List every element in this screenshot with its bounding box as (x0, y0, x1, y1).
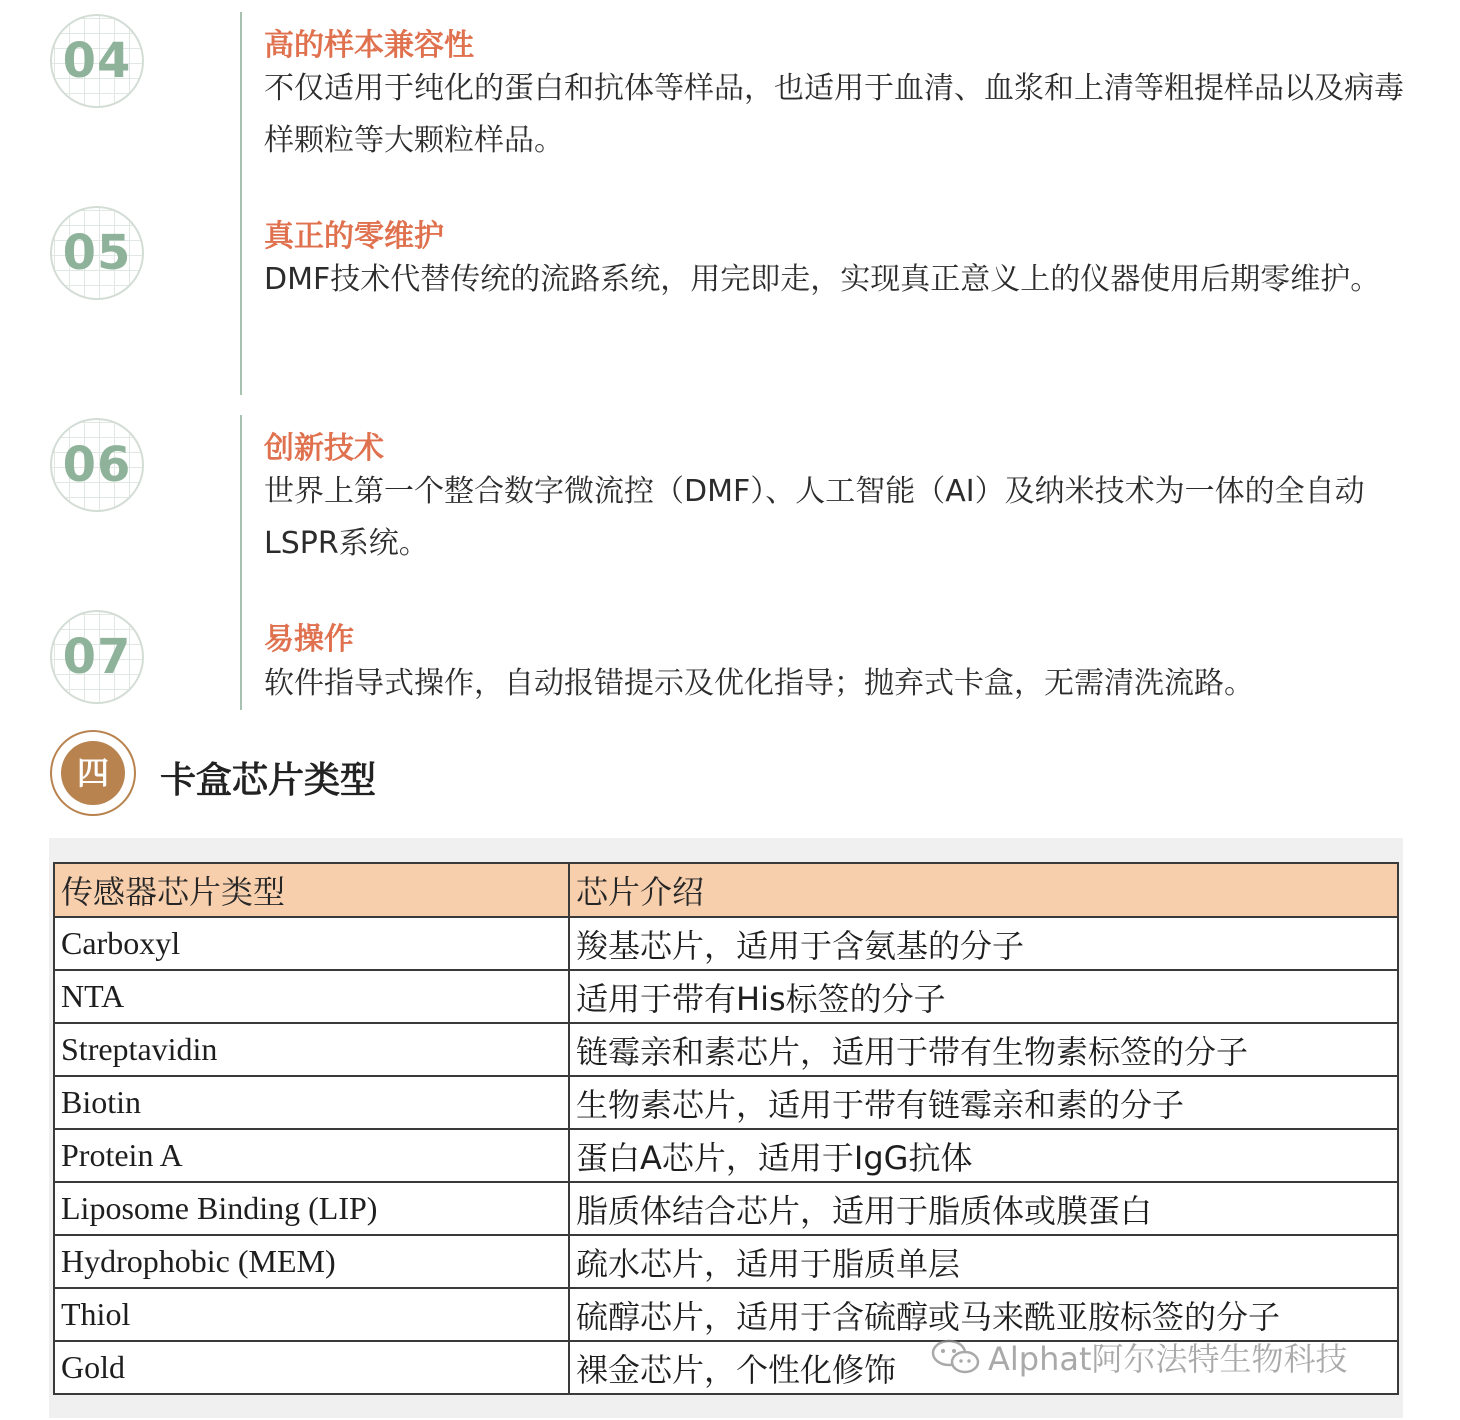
chip-type-cell: Gold (54, 1341, 569, 1394)
table-row (54, 1129, 1398, 1182)
section-number: 四 (61, 741, 125, 805)
number-badge (50, 418, 144, 512)
chip-intro-cell: 生物素芯片，适用于带有链霉亲和素的分子 (569, 1076, 1398, 1129)
table-row (54, 917, 1398, 970)
section-title: 卡盒芯片类型 (160, 760, 377, 801)
table-row (54, 1235, 1398, 1288)
watermark (930, 1334, 1348, 1380)
chip-intro-cell: 硫醇芯片，适用于含硫醇或马来酰亚胺标签的分子 (569, 1288, 1398, 1341)
table-header-row (54, 863, 1398, 917)
feature-number: 04 (62, 33, 132, 89)
chip-type-cell: Protein A (54, 1129, 569, 1182)
feature-description: 不仅适用于纯化的蛋白和抗体等样品，也适用于血清、血浆和上清等粗提样品以及病毒样颗粒等大颗粒样品。 (264, 71, 1404, 158)
feature-number: 06 (62, 437, 132, 493)
feature-description: 软件指导式操作，自动报错提示及优化指导；抛弃式卡盒，无需清洗流路。 (264, 666, 1254, 701)
chip-type-cell: Hydrophobic (MEM) (54, 1235, 569, 1288)
number-badge (50, 206, 144, 300)
chip-type-cell: Thiol (54, 1288, 569, 1341)
table-row (54, 1182, 1398, 1235)
watermark-text: Alphat阿尔法特生物科技 (988, 1340, 1348, 1378)
table-row (54, 1023, 1398, 1076)
feature-title: 创新技术 (264, 431, 384, 466)
chip-type-table (53, 862, 1399, 1395)
number-badge (50, 610, 144, 704)
number-badge (50, 14, 144, 108)
feature-description: DMF技术代替传统的流路系统，用完即走，实现真正意义上的仪器使用后期零维护。 (264, 262, 1381, 297)
chip-intro-cell: 链霉亲和素芯片，适用于带有生物素标签的分子 (569, 1023, 1398, 1076)
chip-type-cell: Liposome Binding (LIP) (54, 1182, 569, 1235)
wechat-icon (930, 1337, 982, 1377)
feature-title: 高的样本兼容性 (264, 28, 474, 63)
chip-intro-cell: 疏水芯片，适用于脂质单层 (569, 1235, 1398, 1288)
feature-description: 世界上第一个整合数字微流控（DMF）、人工智能（AI）及纳米技术为一体的全自动LSPR系统。 (264, 474, 1365, 561)
chip-type-cell: Biotin (54, 1076, 569, 1129)
chip-intro-cell: 裸金芯片，个性化修饰 (569, 1341, 1398, 1394)
header-chip-intro: 芯片介绍 (569, 863, 1398, 917)
feature-number: 05 (62, 225, 132, 281)
chip-type-cell: Streptavidin (54, 1023, 569, 1076)
feature-title: 易操作 (264, 622, 354, 657)
feature-title: 真正的零维护 (264, 219, 444, 254)
timeline-line (240, 415, 242, 710)
feature-number: 07 (62, 629, 132, 685)
chip-type-cell: Carboxyl (54, 917, 569, 970)
chip-intro-cell: 羧基芯片，适用于含氨基的分子 (569, 917, 1398, 970)
chip-intro-cell: 蛋白A芯片，适用于IgG抗体 (569, 1129, 1398, 1182)
chip-intro-cell: 适用于带有His标签的分子 (569, 970, 1398, 1023)
chip-type-cell: NTA (54, 970, 569, 1023)
chip-intro-cell: 脂质体结合芯片，适用于脂质体或膜蛋白 (569, 1182, 1398, 1235)
table-row (54, 1076, 1398, 1129)
section-number-badge (50, 730, 136, 816)
table-row (54, 970, 1398, 1023)
timeline-line (240, 12, 242, 395)
header-chip-type: 传感器芯片类型 (54, 863, 569, 917)
